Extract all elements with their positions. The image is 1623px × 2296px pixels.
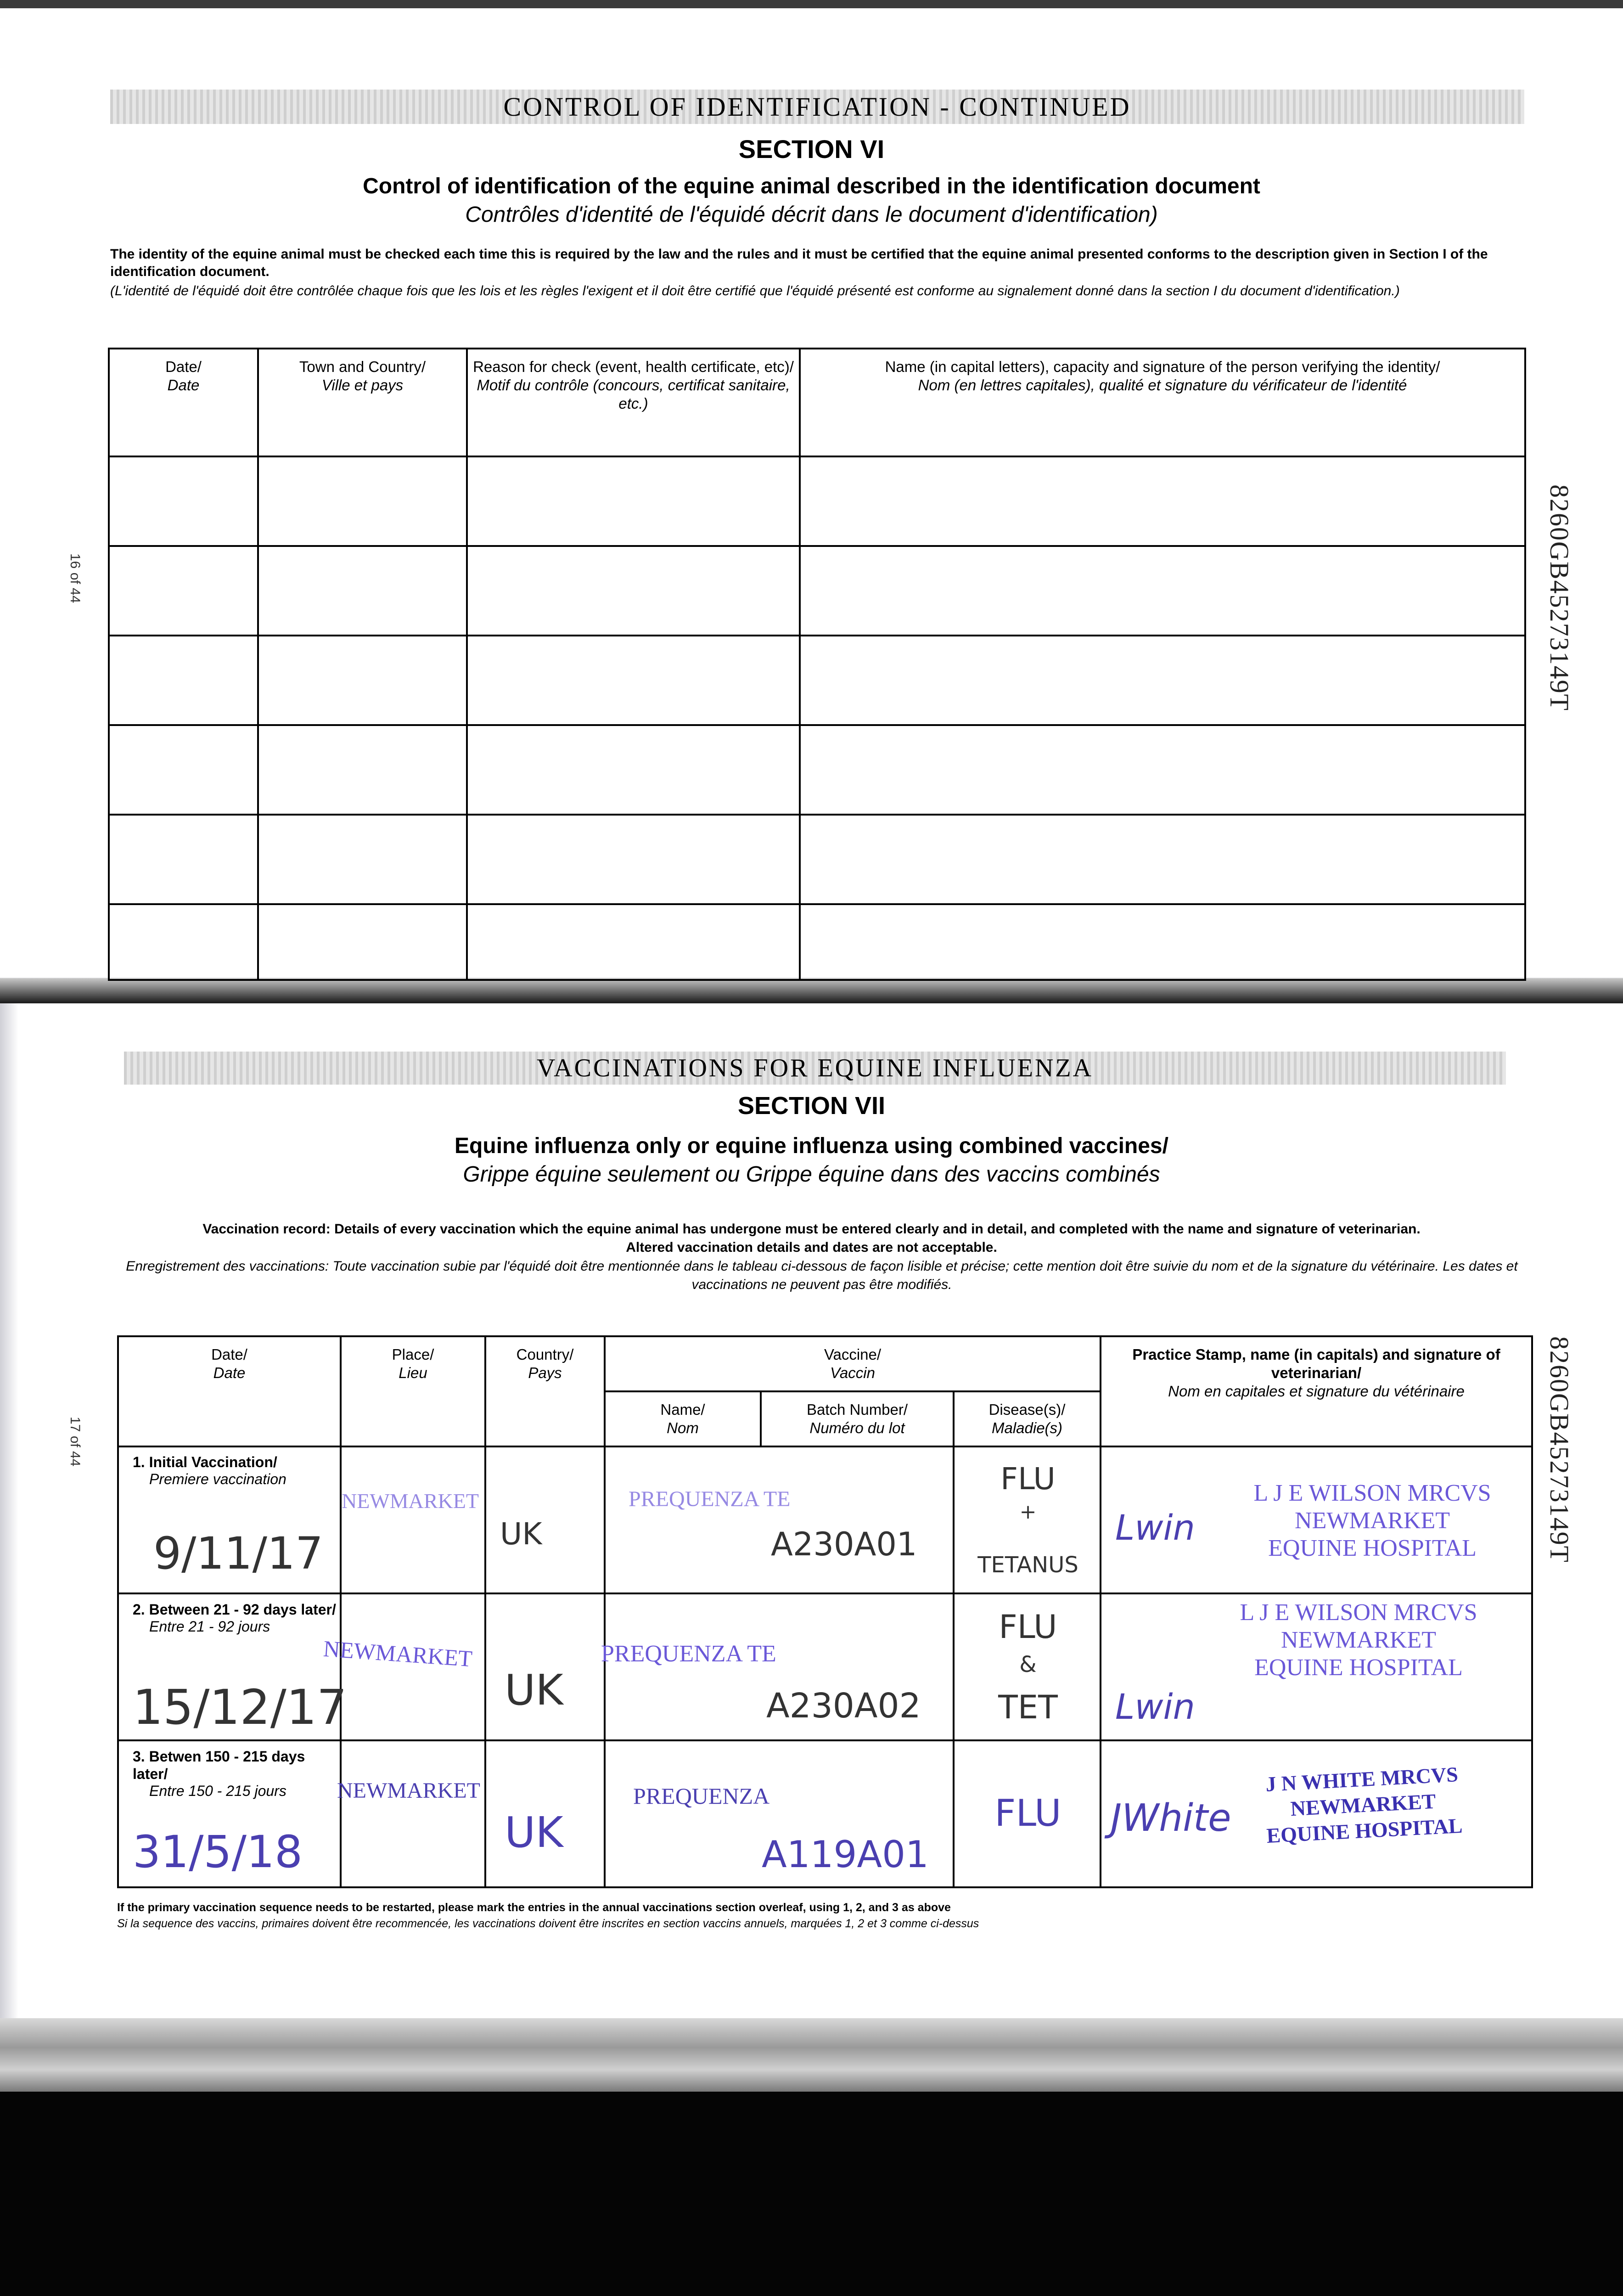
bottom-title-en: Equine influenza only or equine influenza using combined vaccines/ xyxy=(455,1134,1168,1158)
bottom-document-id: 8260GB45273149T xyxy=(1544,1336,1574,1563)
table-row xyxy=(109,456,1525,546)
vaccine-name-batch-cell: PREQUENZA TE A230A01 xyxy=(605,1446,954,1593)
header-stamp: Practice Stamp, name (in capitals) and signature of veterinarian/ Nom en capitales et signature du vétérinaire xyxy=(1101,1336,1532,1446)
vaccine-name-batch-cell: PREQUENZA TE A230A02 xyxy=(605,1593,954,1740)
stamp-cell xyxy=(1101,1446,1532,1593)
top-band-title: CONTROL OF IDENTIFICATION - CONTINUED xyxy=(503,92,1131,122)
date-cell: 3. Betwen 150 - 215 days later/ Entre 150 - 215 jours 31/5/18 xyxy=(118,1740,341,1887)
top-edge xyxy=(0,0,1623,8)
top-page-number: 16 of 44 xyxy=(67,553,83,603)
table-row xyxy=(109,725,1525,815)
header-place: Place/ Lieu xyxy=(341,1336,485,1446)
top-section: SECTION VI xyxy=(738,135,885,163)
bottom-note-fr: Enregistrement des vaccinations: Toute vaccination subie par l'équidé doit être mentionnée dans le tableau ci-dessous de façon lisible et précise; cette mention doit être suivie du nom et de la signature du vétérinaire. Les dates et vaccinations ne peuvent pas être modifiés. xyxy=(126,1259,1518,1292)
date-cell: 1. Initial Vaccination/ Premiere vaccination 9/11/17 xyxy=(118,1446,341,1593)
signature: Lwin xyxy=(1115,1507,1195,1548)
place-cell: NEWMARKET xyxy=(341,1740,485,1887)
practice-stamp: L J E WILSON MRCVS NEWMARKET EQUINE HOSPITAL xyxy=(1240,1599,1477,1681)
header-vaccine: Vaccine/ Vaccin xyxy=(605,1336,1101,1391)
disease-cell: FLU & TET xyxy=(954,1593,1101,1740)
stamp-cell xyxy=(1101,1740,1532,1887)
stamp-cell xyxy=(1101,1593,1532,1740)
top-document-id: 8260GB45273149T xyxy=(1544,484,1574,711)
header-town-country: Town and Country/ Ville et pays xyxy=(258,349,467,456)
top-title-fr: Contrôles d'identité de l'équidé décrit dans le document d'identification) xyxy=(465,203,1158,227)
top-band xyxy=(110,90,1524,124)
signature: Lwin xyxy=(1115,1686,1195,1727)
top-title-en: Control of identification of the equine animal described in the identification document xyxy=(363,174,1260,198)
header-reason: Reason for check (event, health certificate, etc)/ Motif du contrôle (concours, certificat sanitaire, etc.) xyxy=(467,349,800,456)
header-verifier: Name (in capital letters), capacity and signature of the person verifying the identity/ Nom (en lettres capitales), qualité et signature du vérificateur de l'identité xyxy=(800,349,1525,456)
vaccination-table xyxy=(117,1335,1533,1888)
bottom-band xyxy=(124,1052,1506,1085)
top-note-fr: (L'identité de l'équidé doit être contrôlée chaque fois que les lois et les règles l'exigent et il doit être certifié que l'équidé présenté est conforme au signalement donné dans la section I du document d'identification.) xyxy=(110,283,1400,298)
identity-check-table xyxy=(108,348,1526,981)
header-batch: Batch Number/ Numéro du lot xyxy=(761,1391,954,1446)
practice-stamp: L J E WILSON MRCVS NEWMARKET EQUINE HOSPITAL xyxy=(1253,1480,1491,1561)
table-row xyxy=(118,1593,1532,1740)
table-row xyxy=(118,1446,1532,1593)
practice-stamp: J N WHITE MRCVS NEWMARKET EQUINE HOSPITAL xyxy=(1265,1762,1463,1848)
bottom-note-en-1: Vaccination record: Details of every vaccination which the equine animal has undergone must be entered clearly and in detail, and completed with the name and signature of veterinarian. xyxy=(202,1221,1421,1237)
date-cell: 2. Between 21 - 92 days later/ Entre 21 - 92 jours 15/12/17 xyxy=(118,1593,341,1740)
header-disease: Disease(s)/ Maladie(s) xyxy=(954,1391,1101,1446)
country-cell: UK xyxy=(485,1740,605,1887)
disease-cell: FLU xyxy=(954,1740,1101,1887)
header-country: Country/ Pays xyxy=(485,1336,605,1446)
bottom-note-en-2: Altered vaccination details and dates are not acceptable. xyxy=(626,1240,997,1255)
bottom-page-number: 17 of 44 xyxy=(67,1417,83,1467)
country-cell: UK xyxy=(485,1446,605,1593)
place-cell: NEWMARKET xyxy=(341,1593,485,1740)
header-date: Date/ Date xyxy=(109,349,258,456)
header-vaccine-name: Name/ Nom xyxy=(605,1391,761,1446)
footer-en: If the primary vaccination sequence needs to be restarted, please mark the entries in the annual vaccinations section overleaf, using 1, 2, and 3 as above xyxy=(117,1901,951,1914)
top-note-en: The identity of the equine animal must be checked each time this is required by the law and the rules and it must be certified that the equine animal presented conforms to the description given in Section I of the identification document. xyxy=(110,247,1488,279)
place-cell: NEWMARKET xyxy=(341,1446,485,1593)
table-row xyxy=(109,815,1525,904)
footer-fr: Si la sequence des vaccins, primaires doivent être recommencée, les vaccinations doivent être inscrites en section vaccins annuels, marquées 1, 2 et 3 comme ci-dessus xyxy=(117,1917,979,1930)
table-row xyxy=(109,904,1525,980)
table-row xyxy=(118,1740,1532,1887)
book-edge xyxy=(0,2018,1623,2092)
bottom-section: SECTION VII xyxy=(737,1092,886,1120)
vaccine-name-batch-cell: PREQUENZA A119A01 xyxy=(605,1740,954,1887)
country-cell: UK xyxy=(485,1593,605,1740)
bottom-band-title: VACCINATIONS FOR EQUINE INFLUENZA xyxy=(536,1054,1094,1082)
header-date: Date/ Date xyxy=(118,1336,341,1446)
table-row xyxy=(109,636,1525,725)
bottom-title-fr: Grippe équine seulement ou Grippe équine dans des vaccins combinés xyxy=(463,1162,1160,1187)
table-row xyxy=(109,546,1525,636)
signature: JWhite xyxy=(1111,1796,1231,1840)
scanner-background xyxy=(0,2092,1623,2296)
disease-cell: FLU + TETANUS xyxy=(954,1446,1101,1593)
